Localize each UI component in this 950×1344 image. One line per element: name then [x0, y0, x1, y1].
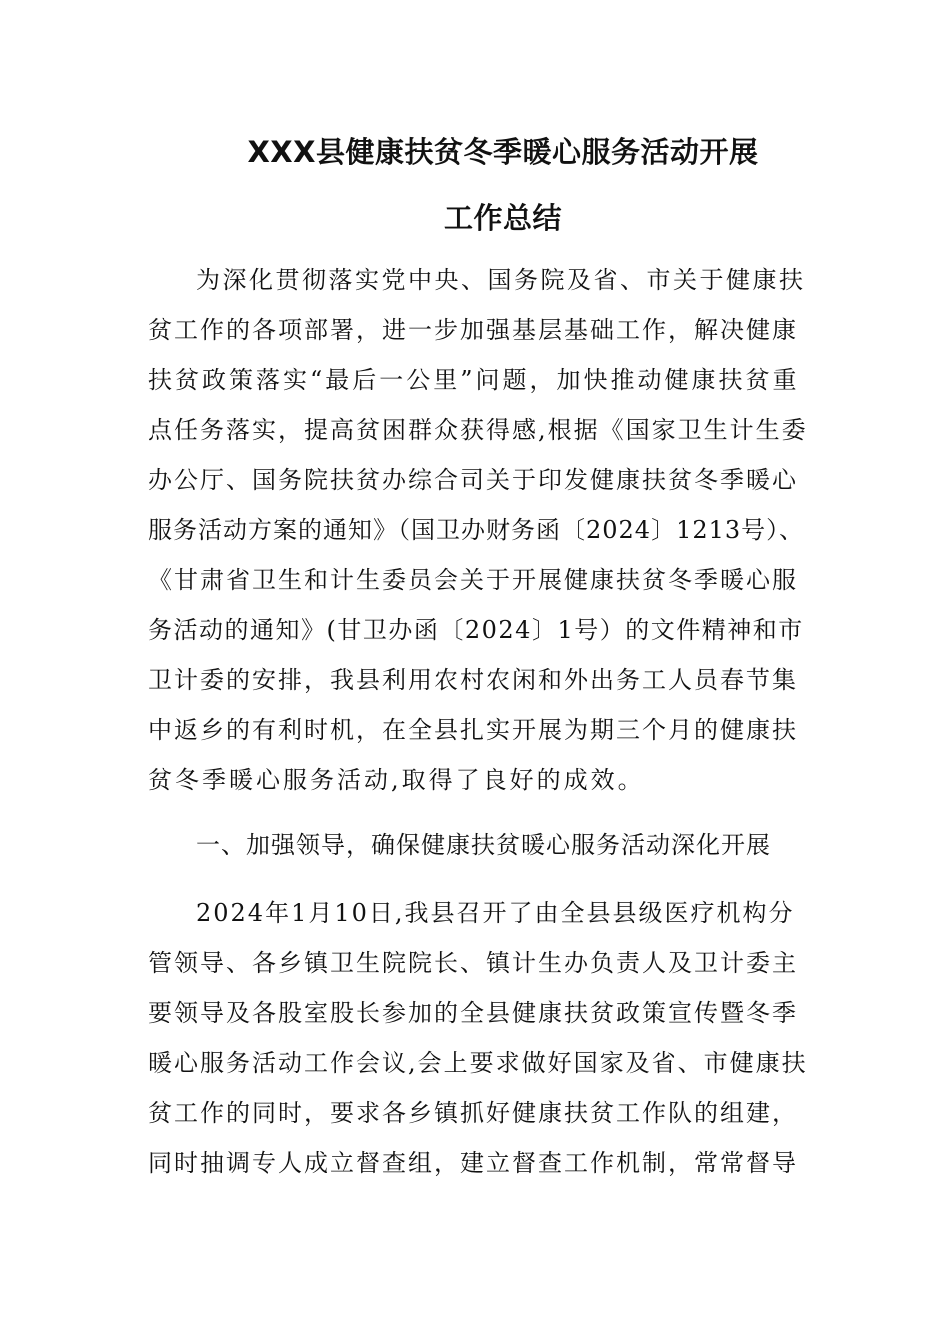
document-title-line-2: 工作总结 [443, 201, 562, 235]
paragraph-line: 贫工作的各项部署，进一步加强基层基础工作，解决健康 [148, 316, 798, 344]
paragraph-line: 《甘肃省卫生和计生委员会关于开展健康扶贫冬季暖心服 [148, 566, 798, 594]
paragraph-line: 贫工作的同时，要求各乡镇抓好健康扶贫工作队的组建， [148, 1099, 798, 1127]
paragraph-line: 暖心服务活动工作会议,会上要求做好国家及省、市健康扶 [148, 1049, 808, 1077]
paragraph-line: 管领导、各乡镇卫生院院长、镇计生办负责人及卫计委主 [148, 949, 798, 977]
paragraph-line: 服务活动方案的通知》（国卫办财务函〔2024〕1213号）、 [148, 516, 805, 544]
paragraph-line: 要领导及各股室股长参加的全县健康扶贫政策宣传暨冬季 [148, 999, 798, 1027]
paragraph-line: 为深化贯彻落实党中央、国务院及省、市关于健康扶 [196, 266, 806, 294]
document-title-line-1: XXX县健康扶贫冬季暖心服务活动开展 [247, 135, 759, 169]
paragraph-line: 办公厅、国务院扶贫办综合司关于印发健康扶贫冬季暖心 [148, 466, 798, 494]
paragraph-line: 扶贫政策落实“最后一公里”问题，加快推动健康扶贫重 [148, 366, 800, 394]
paragraph-line: 点任务落实，提高贫困群众获得感,根据《国家卫生计生委 [148, 416, 808, 444]
section-heading-1: 一、加强领导，确保健康扶贫暖心服务活动深化开展 [196, 831, 771, 859]
paragraph-line: 务活动的通知》(甘卫办函〔2024〕1号）的文件精神和市 [148, 616, 804, 644]
paragraph-line: 2024年1月10日,我县召开了由全县县级医疗机构分 [196, 899, 795, 927]
paragraph-line: 卫计委的安排，我县利用农村农闲和外出务工人员春节集 [148, 666, 798, 694]
paragraph-line: 同时抽调专人成立督查组，建立督查工作机制，常常督导 [148, 1149, 798, 1177]
paragraph-line: 贫冬季暖心服务活动,取得了良好的成效。 [148, 766, 645, 794]
paragraph-line: 中返乡的有利时机，在全县扎实开展为期三个月的健康扶 [148, 716, 798, 744]
